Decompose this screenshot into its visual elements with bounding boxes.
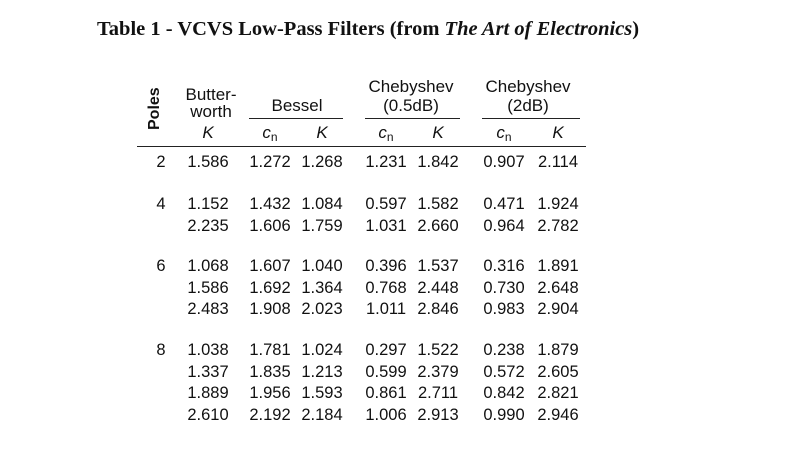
table-cell: 0.396 (365, 257, 407, 275)
poles-value: 8 (156, 341, 166, 359)
table-cell: 1.606 (249, 216, 291, 235)
table-cell: 1.006 (365, 405, 407, 424)
table-cell: 0.238 (483, 341, 525, 359)
cheb2-header-line1: Chebyshev (485, 77, 571, 96)
table-cell: 2.023 (301, 300, 343, 318)
bessel-rule (249, 118, 343, 119)
table-cell: 1.692 (249, 278, 291, 297)
cheb2-header-line2: (2dB) (507, 96, 549, 115)
table-cell: 2.821 (537, 384, 579, 402)
table-cell: 1.889 (187, 384, 229, 402)
title-prefix: Table 1 - VCVS Low-Pass Filters (from (97, 18, 445, 40)
table-cell: 0.316 (483, 257, 525, 275)
table-cell: 2.648 (537, 278, 579, 297)
table-cell: 2.913 (417, 405, 459, 424)
table-cell: 1.759 (301, 216, 343, 235)
header-rule (137, 146, 586, 147)
table-cell: 1.879 (537, 341, 579, 359)
table-cell: 1.781 (249, 341, 291, 359)
table-cell: 1.272 (249, 153, 291, 171)
table-cell: 2.114 (537, 153, 579, 171)
table-cell: 0.983 (483, 300, 525, 318)
table-cell: 2.904 (537, 300, 579, 318)
table-cell: 1.835 (249, 362, 291, 381)
table-cell: 0.297 (365, 341, 407, 359)
table-cell: 1.582 (417, 195, 459, 213)
bessel-cn-header: cn (262, 123, 278, 144)
table-cell: 2.235 (187, 216, 229, 235)
table-cell: 1.924 (537, 195, 579, 213)
table-cell: 1.152 (187, 195, 229, 213)
poles-value: 6 (156, 257, 166, 275)
table-cell: 0.572 (483, 362, 525, 381)
table-cell: 2.846 (417, 300, 459, 318)
table-cell: 1.607 (249, 257, 291, 275)
table-cell: 0.907 (483, 153, 525, 171)
bessel-k-header: K (316, 123, 328, 142)
table-cell: 1.031 (365, 216, 407, 235)
table-cell: 2.711 (417, 384, 459, 402)
table-cell: 1.537 (417, 257, 459, 275)
table-cell: 2.782 (537, 216, 579, 235)
poles-header: Poles (146, 87, 163, 130)
table-cell: 0.471 (483, 195, 525, 213)
table-cell: 0.990 (483, 405, 525, 424)
title-suffix: ) (632, 18, 640, 40)
table-cell: 1.038 (187, 341, 229, 359)
table-cell: 0.842 (483, 384, 525, 402)
table-cell: 2.660 (417, 216, 459, 235)
table-cell: 2.448 (417, 278, 459, 297)
cheb2-k-header: K (552, 123, 564, 142)
table-cell: 0.730 (483, 278, 525, 297)
table-cell: 1.268 (301, 153, 343, 171)
cheb05-header-line1: Chebyshev (368, 77, 454, 96)
table-cell: 1.084 (301, 195, 343, 213)
table-cell: 1.231 (365, 153, 407, 171)
table-cell: 1.213 (301, 362, 343, 381)
table-cell: 2.605 (537, 362, 579, 381)
butterworth-k-header: K (202, 123, 214, 142)
table-cell: 2.184 (301, 405, 343, 424)
table-cell: 1.593 (301, 384, 343, 402)
poles-value: 2 (156, 153, 166, 171)
title-book: The Art of Electronics (444, 18, 633, 40)
table-cell: 1.522 (417, 341, 459, 359)
table-cell: 2.379 (417, 362, 459, 381)
table-cell: 0.964 (483, 216, 525, 235)
table-cell: 1.068 (187, 257, 229, 275)
butterworth-header-line2: worth (190, 102, 232, 121)
table-cell: 1.586 (187, 153, 229, 171)
table-cell: 1.040 (301, 257, 343, 275)
cheb05-k-header: K (432, 123, 444, 142)
table-cell: 2.483 (187, 300, 229, 318)
cheb05-header-line2: (0.5dB) (383, 96, 439, 115)
table-cell: 2.610 (187, 405, 229, 424)
table-cell: 1.024 (301, 341, 343, 359)
table-cell: 1.011 (365, 300, 407, 318)
poles-value: 4 (156, 195, 166, 213)
cheb05-rule (365, 118, 460, 119)
cheb2-rule (482, 118, 580, 119)
table-cell: 0.768 (365, 278, 407, 297)
table-cell: 1.337 (187, 362, 229, 381)
table-cell: 0.599 (365, 362, 407, 381)
cheb05-cn-header: cn (378, 123, 394, 144)
table-cell: 1.956 (249, 384, 291, 402)
table-cell: 0.861 (365, 384, 407, 402)
cheb2-cn-header: cn (496, 123, 512, 144)
table-cell: 1.891 (537, 257, 579, 275)
table-cell: 2.946 (537, 405, 579, 424)
bessel-header: Bessel (271, 96, 323, 115)
table-cell: 1.364 (301, 278, 343, 297)
table-cell: 1.432 (249, 195, 291, 213)
butterworth-header-line1: Butter- (185, 85, 237, 104)
table-cell: 1.842 (417, 153, 459, 171)
table-cell: 1.586 (187, 278, 229, 297)
table-cell: 2.192 (249, 405, 291, 424)
table-cell: 0.597 (365, 195, 407, 213)
table-cell: 1.908 (249, 300, 291, 318)
